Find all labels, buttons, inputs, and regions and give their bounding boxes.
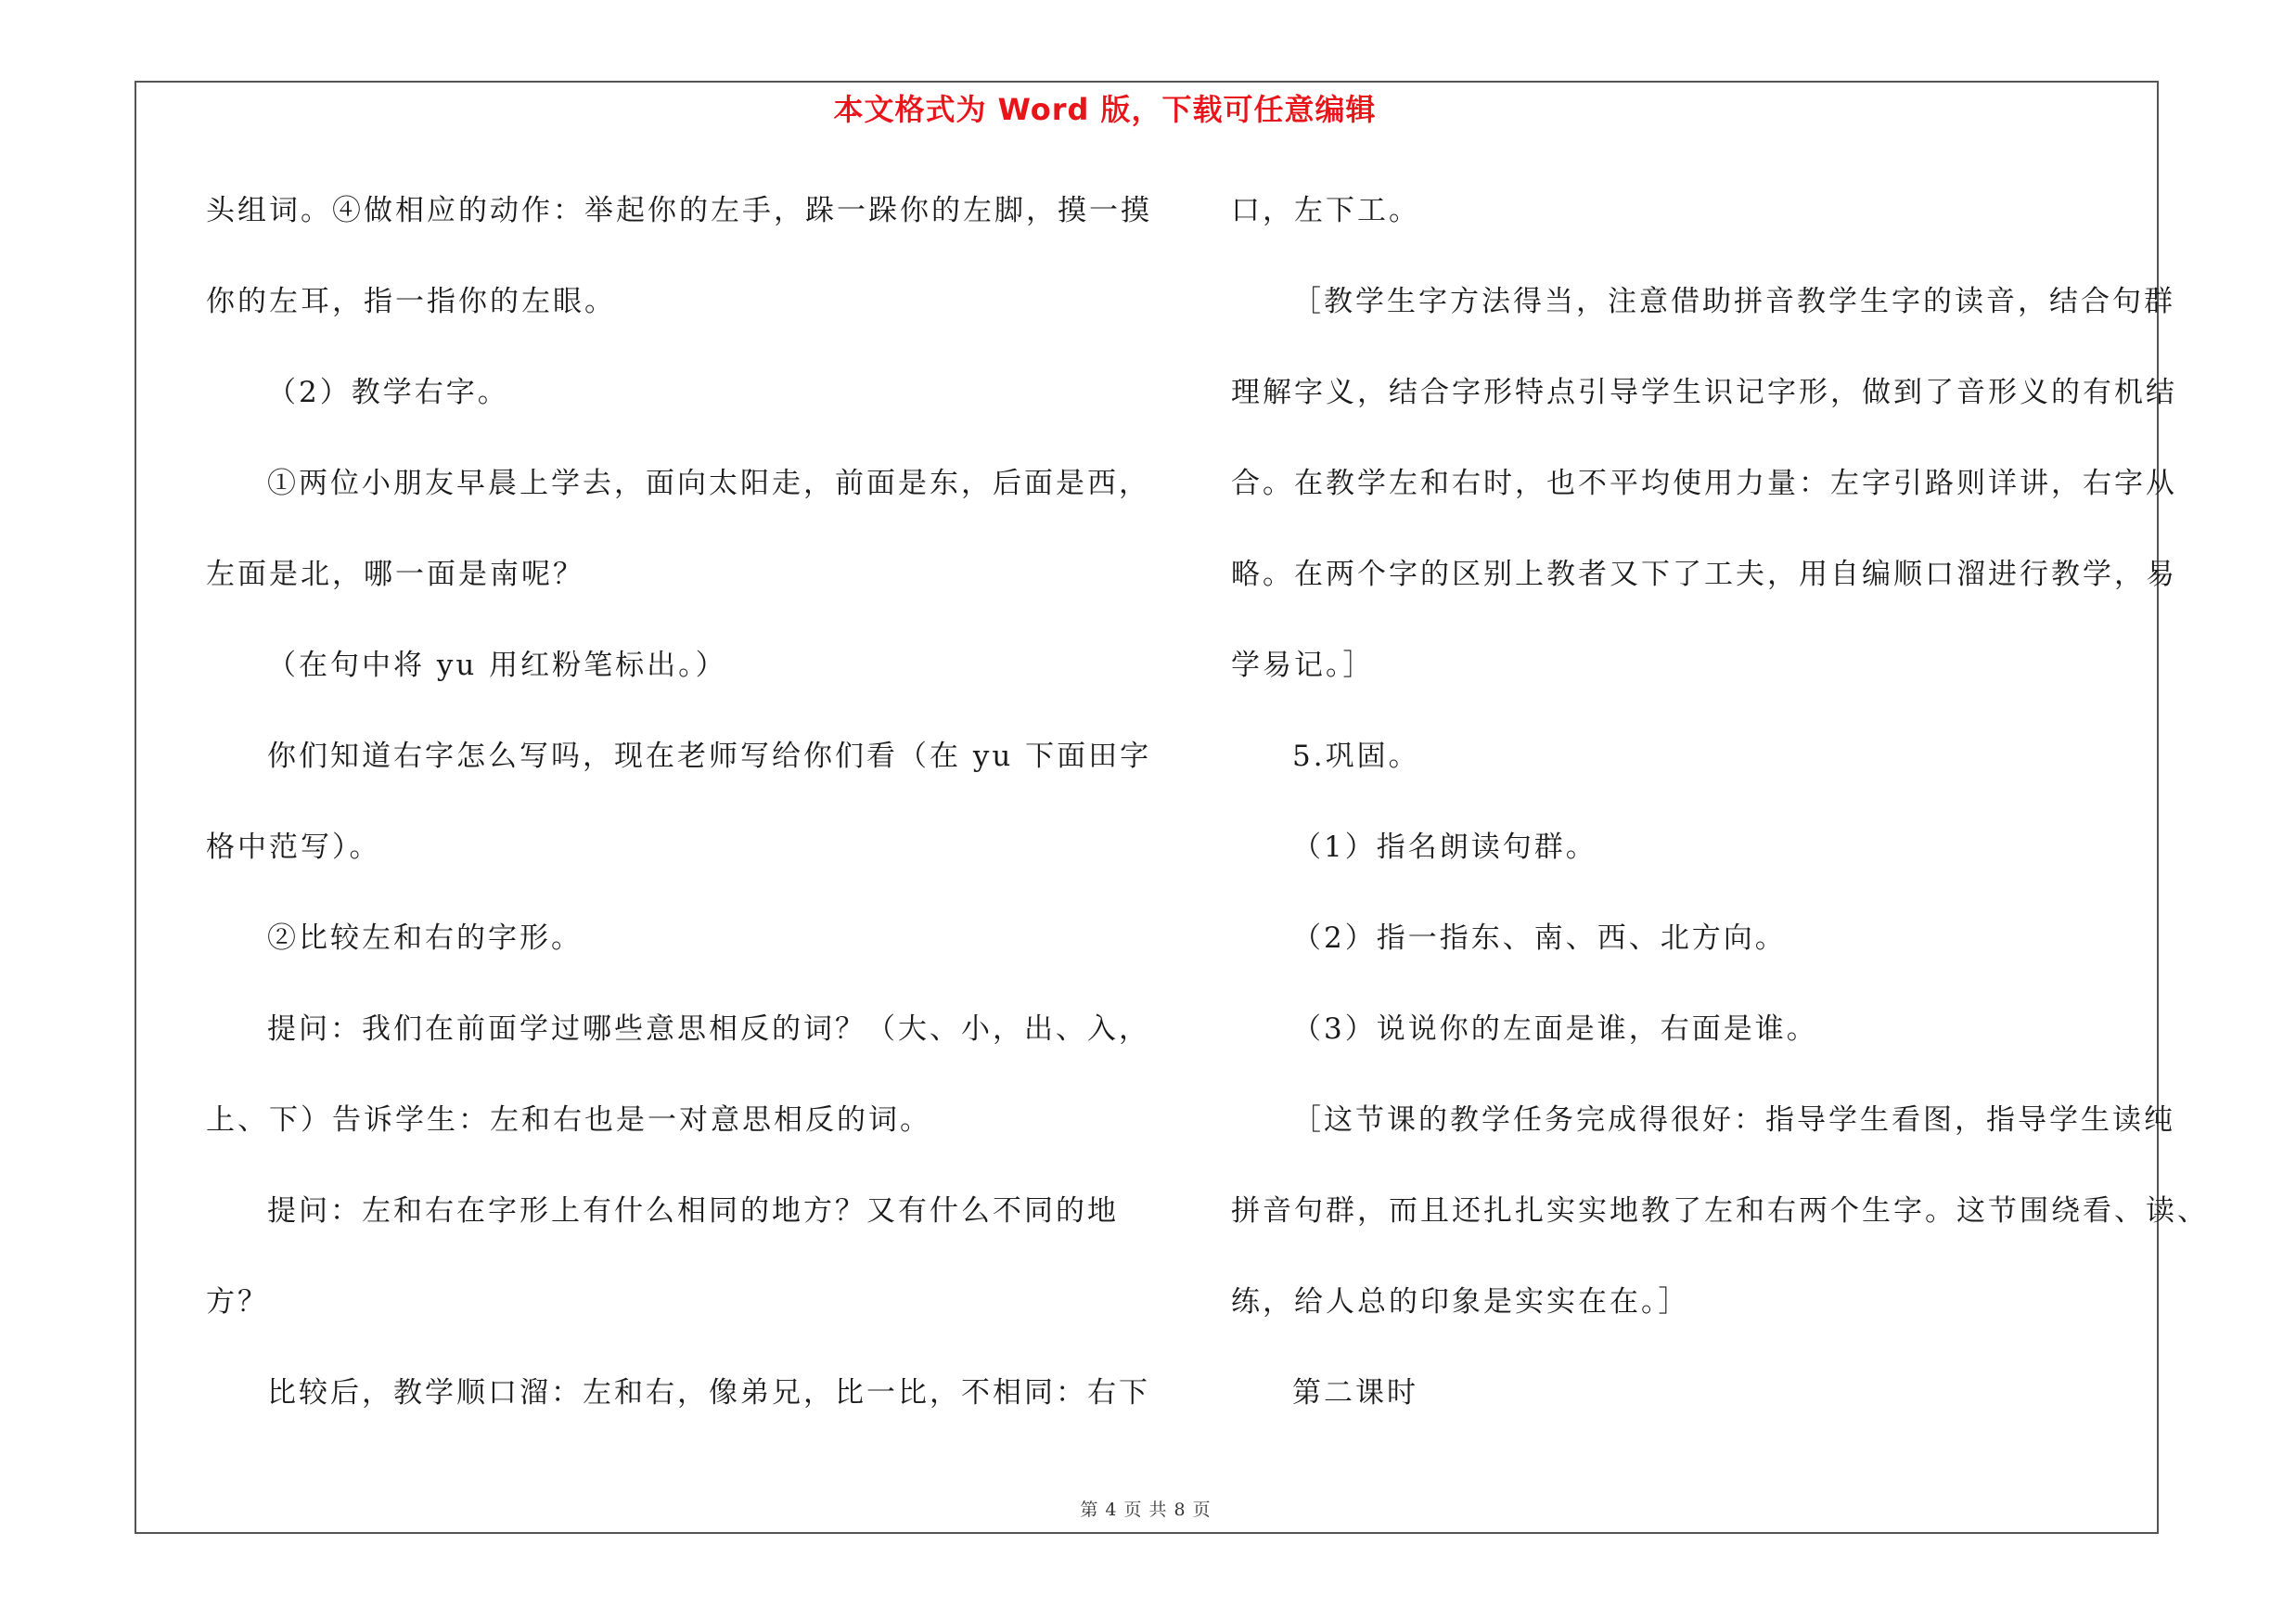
list-item: （3）说说你的左面是谁，右面是谁。 <box>1292 1012 1818 1046</box>
text-line: 拼音句群，而且还扎扎实实地教了左和右两个生字。这节围绕看、读、 <box>1231 1194 2209 1228</box>
left-column <box>206 183 1152 1456</box>
section-heading: 第二课时 <box>1292 1376 1418 1410</box>
text-line: 上、下）告诉学生：左和右也是一对意思相反的词。 <box>206 1103 931 1137</box>
paragraph-start: 比较后，教学顺口溜：左和右，像弟兄，比一比，不相同：右下 <box>267 1376 1150 1410</box>
format-banner: 本文格式为 Word 版，下载可任意编辑 <box>833 92 1377 127</box>
list-item: （2）指一指东、南、西、北方向。 <box>1292 921 1787 955</box>
text-line: 方？ <box>206 1285 269 1319</box>
text-line: 左面是北，哪一面是南呢？ <box>206 558 584 591</box>
right-column <box>1231 183 2209 1456</box>
text-line: 略。在两个字的区别上教者又下了工夫，用自编顺口溜进行教学，易 <box>1231 558 2177 591</box>
paragraph-start: ②比较左和右的字形。 <box>267 921 583 955</box>
text-line: 练，给人总的印象是实实在在。］ <box>1231 1285 1690 1319</box>
paragraph-start: 提问：我们在前面学过哪些意思相反的词？（大、小，出、入， <box>267 1012 1150 1046</box>
text-line: 格中范写）。 <box>206 831 381 864</box>
text-line: 理解字义，结合字形特点引导学生识记字形，做到了音形义的有机结 <box>1231 376 2177 409</box>
text-line: 你的左耳，指一指你的左眼。 <box>206 285 616 318</box>
page-number: 第 4 页 共 8 页 <box>1080 1500 1212 1520</box>
paragraph-start: （在句中将 yu 用红粉笔标出。） <box>267 649 727 682</box>
paragraph-start: 提问：左和右在字形上有什么相同的地方？又有什么不同的地 <box>267 1194 1119 1228</box>
section-heading: （2）教学右字。 <box>267 376 509 409</box>
text-line: 学易记。］ <box>1231 649 1375 682</box>
text-line: 头组词。④做相应的动作：举起你的左手，跺一跺你的左脚，摸一摸 <box>206 194 1152 227</box>
paragraph-start: 你们知道右字怎么写吗，现在老师写给你们看（在 yu 下面田字 <box>267 740 1152 773</box>
paragraph-start: ①两位小朋友早晨上学去，面向太阳走，前面是东，后面是西， <box>267 467 1150 500</box>
section-heading: 5.巩固。 <box>1292 740 1420 773</box>
text-line: 口，左下工。 <box>1231 194 1420 227</box>
commentary-start: ［教学生字方法得当，注意借助拼音教学生字的读音，结合句群 <box>1292 285 2175 318</box>
text-line: 合。在教学左和右时，也不平均使用力量：左字引路则详讲，右字从 <box>1231 467 2177 500</box>
list-item: （1）指名朗读句群。 <box>1292 831 1597 864</box>
commentary-start: ［这节课的教学任务完成得很好：指导学生看图，指导学生读纯 <box>1292 1103 2175 1137</box>
